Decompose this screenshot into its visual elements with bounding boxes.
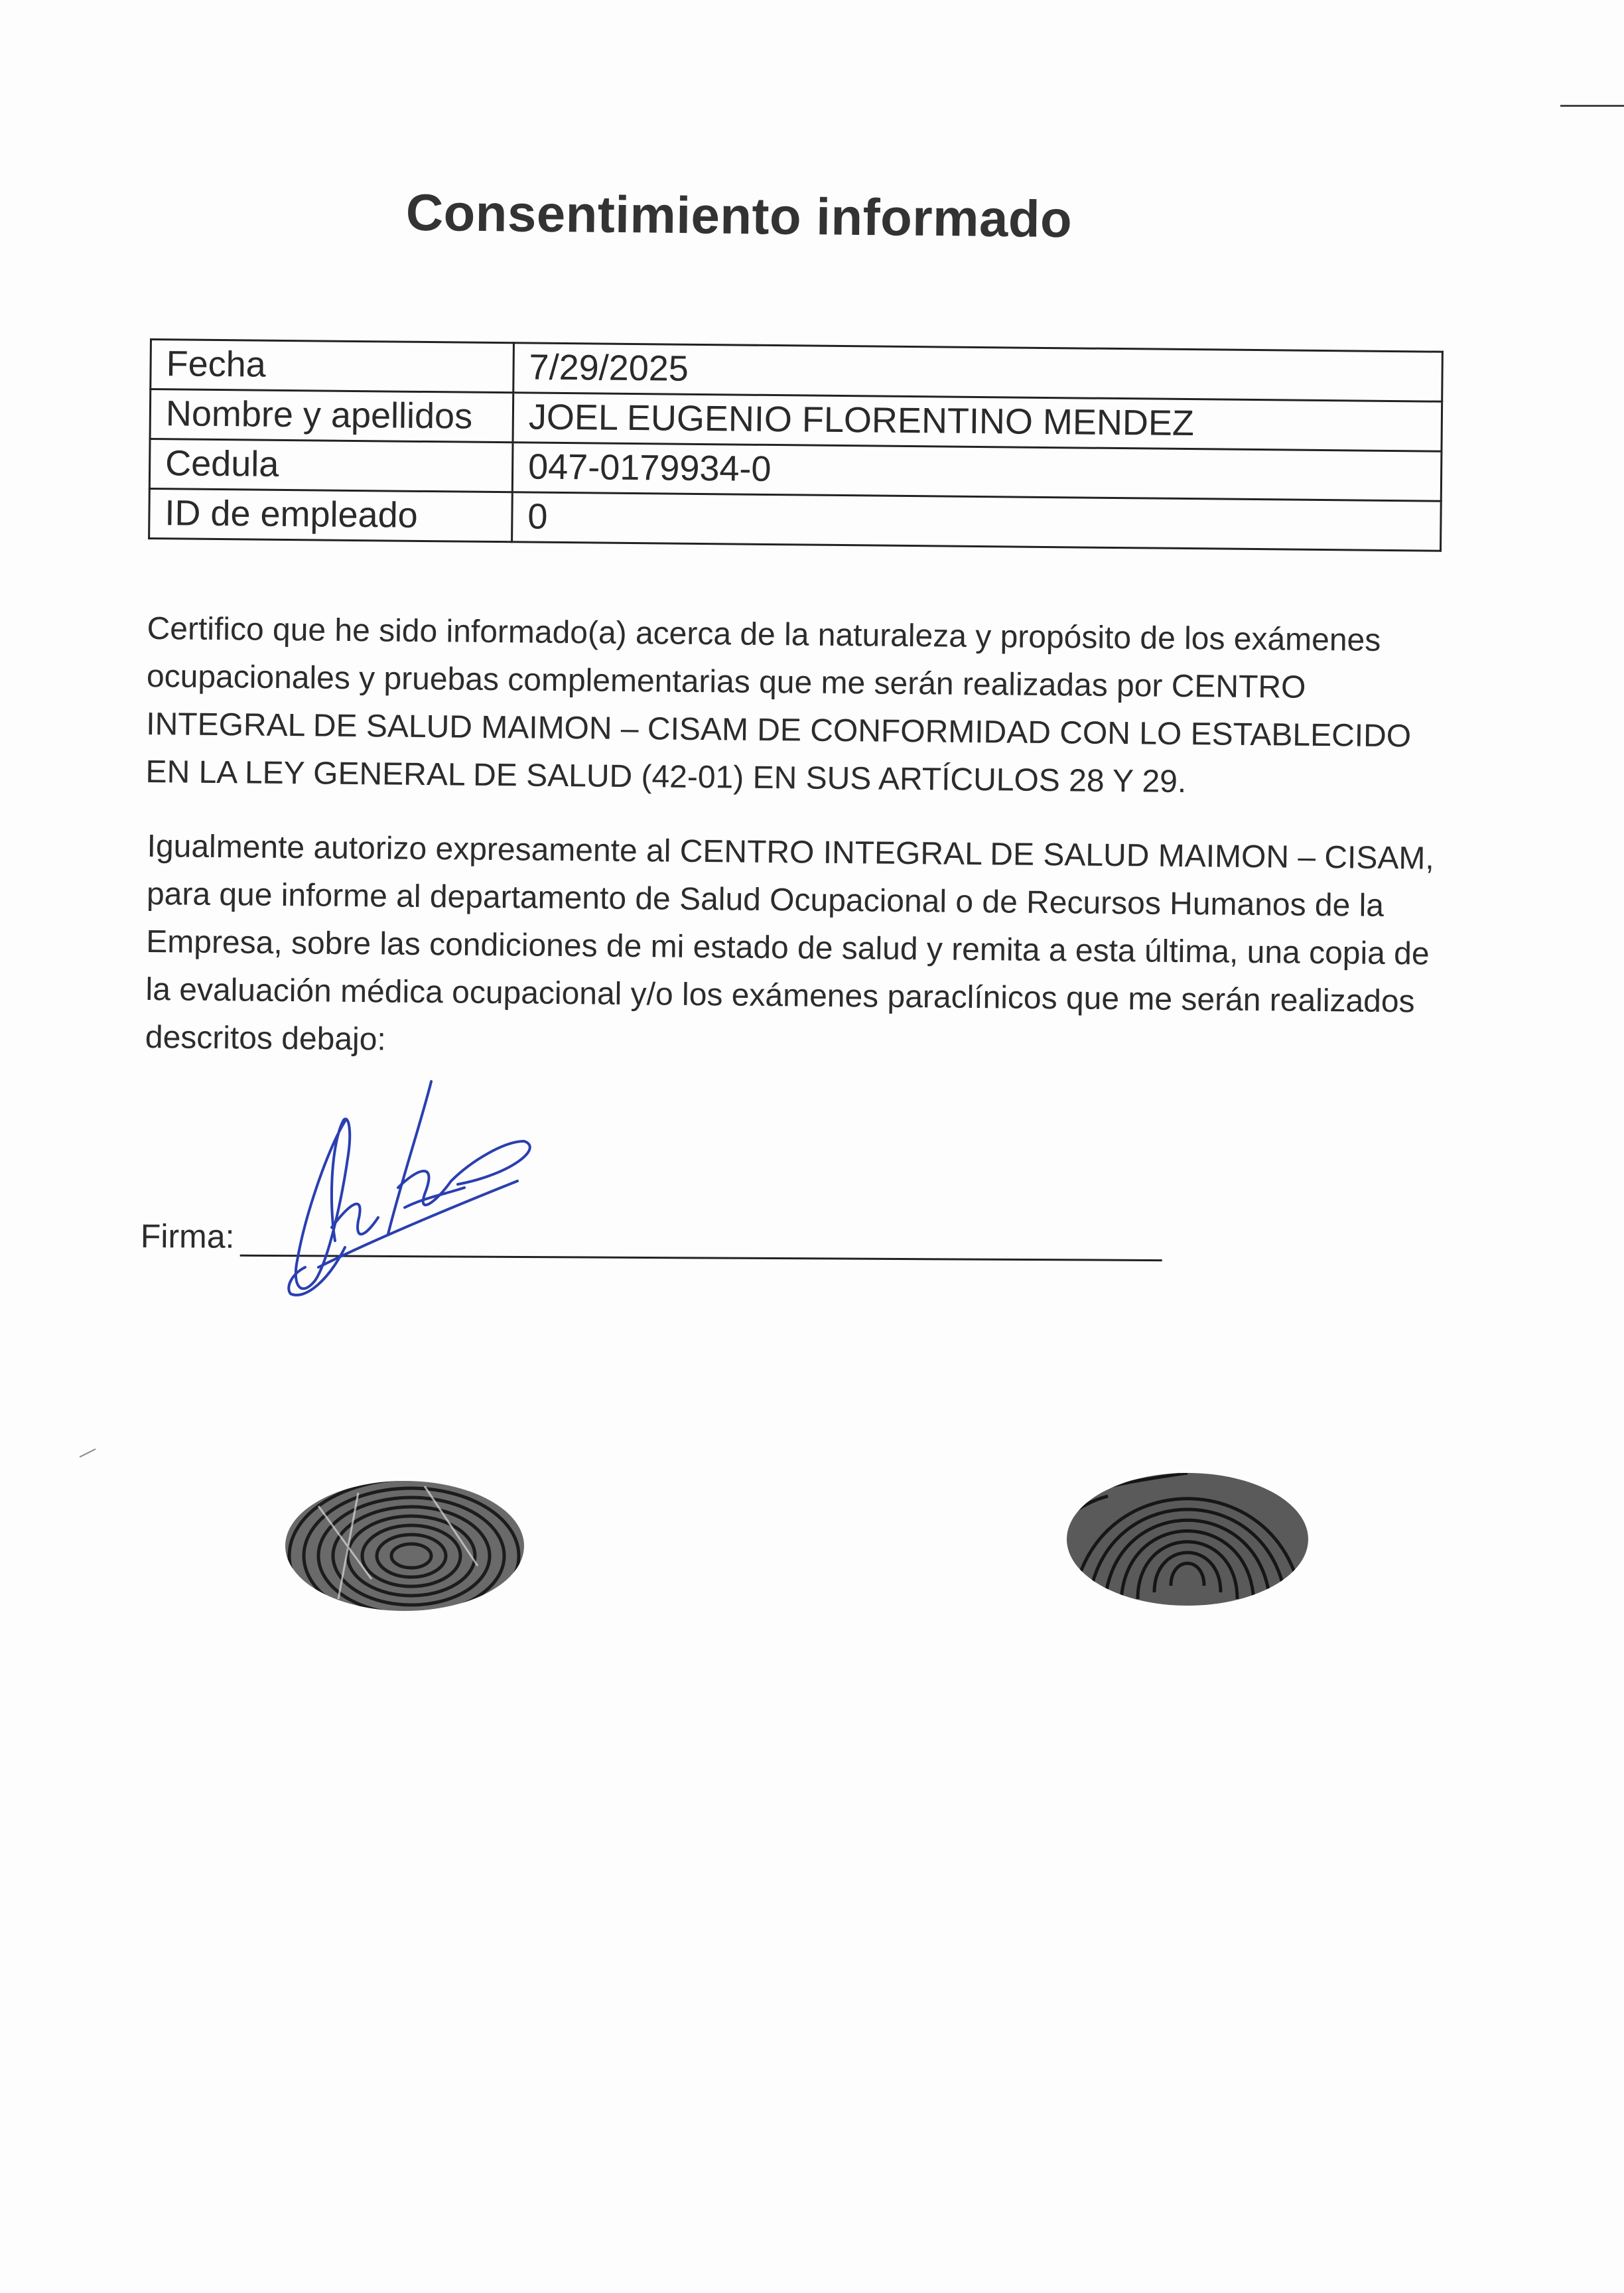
document-title: Consentimiento informado	[405, 182, 1073, 249]
scan-speck	[78, 1446, 98, 1460]
handwritten-signature	[265, 1068, 544, 1307]
field-value-nombre: JOEL EUGENIO FLORENTINO MENDEZ	[513, 393, 1442, 451]
field-label-fecha: Fecha	[151, 340, 514, 393]
field-label-cedula: Cedula	[149, 439, 513, 492]
fingerprint-left	[279, 1466, 531, 1626]
field-label-id-empleado: ID de empleado	[149, 489, 513, 542]
consent-paragraph-authorization: Igualmente autorizo expresamente al CENTRO INTEGRAL DE SALUD MAIMON – CISAM, para que informe al departamento de Salud Ocupacional o de Recursos Humanos de la Empresa, sobre las condiciones de mi estado de salud y remita a esta última, una copia de la evaluación médica ocupacional y/o los exámenes paraclínicos que me serán realizados descritos debajo:	[145, 828, 1435, 1058]
field-label-nombre: Nombre y apellidos	[150, 389, 513, 443]
field-value-fecha: 7/29/2025	[513, 343, 1443, 401]
field-value-cedula: 047-0179934-0	[512, 443, 1442, 501]
consent-paragraph-certification: Certifico que he sido informado(a) acerca de la naturaleza y propósito de los exámenes ocupacionales y pruebas complementarias que me serán realizadas por CENTRO INTEGRAL DE SALUD MAIMON – CISAM DE CONFORMIDAD CON LO ESTABLECIDO EN LA LEY GENERAL DE SALUD (42-01) EN SUS ARTÍCULOS 28 Y 29.	[145, 610, 1412, 800]
signature-label: Firma:	[140, 1217, 235, 1255]
employee-info-table	[148, 338, 1444, 552]
field-value-id-empleado: 0	[512, 492, 1442, 551]
scan-edge-mark	[1560, 105, 1624, 107]
fingerprint-right	[1061, 1460, 1314, 1619]
